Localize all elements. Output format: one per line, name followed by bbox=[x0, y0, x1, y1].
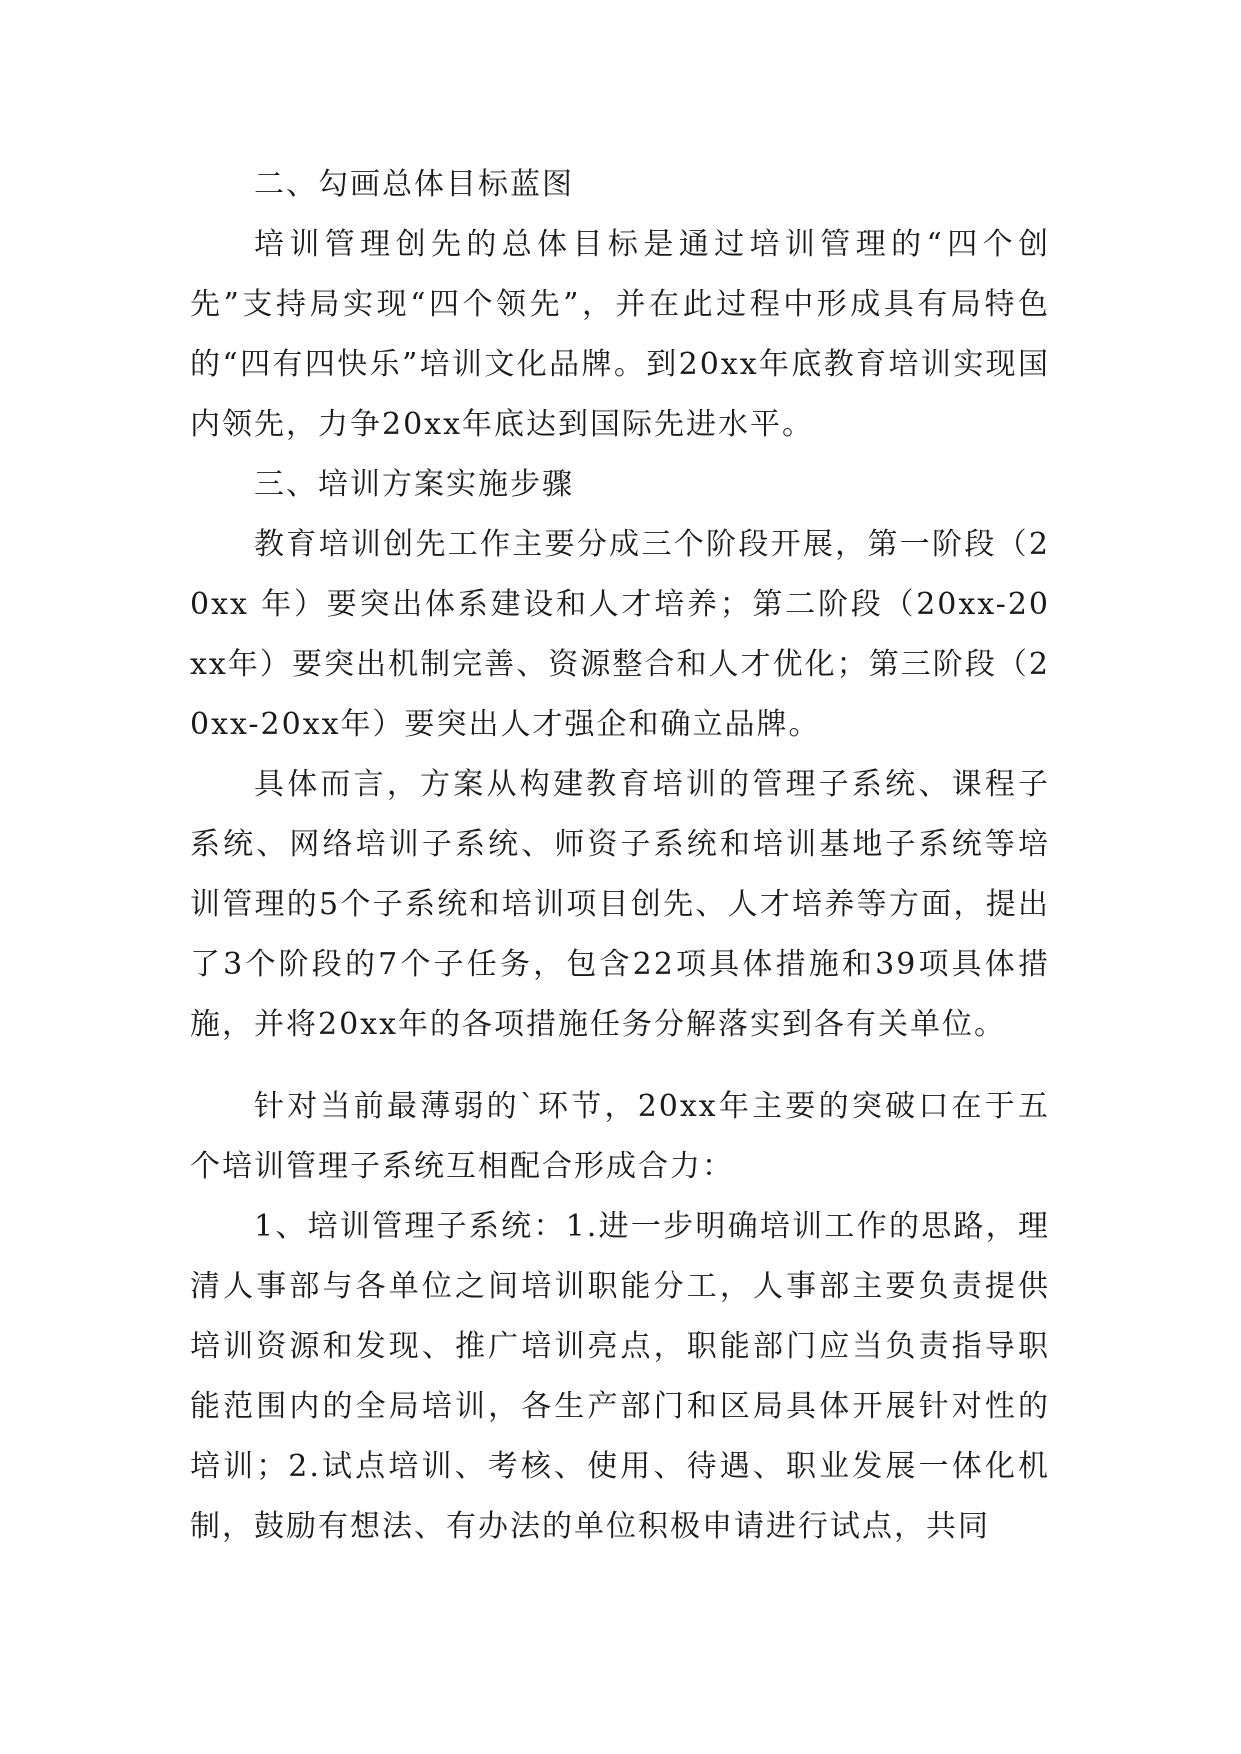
paragraph-three-stages: 教育培训创先工作主要分成三个阶段开展，第一阶段（20xx 年）要突出体系建设和人才培养；第二阶段（20xx-20xx年）要突出机制完善、资源整合和人才优化；第三阶段（20xx-20xx年）要突出人才强企和确立品牌。 bbox=[190, 527, 1050, 742]
document-body bbox=[190, 155, 1050, 1557]
paragraph-overall-goal: 培训管理创先的总体目标是通过培训管理的“四个创先”支持局实现“四个领先”，并在此过程中形成具有局特色的“四有四快乐”培训文化品牌。到20xx年底教育培训实现国内领先，力争20xx年底达到国际先进水平。 bbox=[190, 227, 1050, 442]
paragraph-plan-details: 具体而言，方案从构建教育培训的管理子系统、课程子系统、网络培训子系统、师资子系统和培训基地子系统等培训管理的5个子系统和培训项目创先、人才培养等方面，提出了3个阶段的7个子任务，包含22项具体措施和39项具体措施，并将20xx年的各项措施任务分解落实到各有关单位。 bbox=[190, 767, 1050, 1042]
section-heading-implementation-steps: 三、培训方案实施步骤 bbox=[254, 467, 574, 502]
paragraph-breakthrough: 针对当前最薄弱的`环节，20xx年主要的突破口在于五个培训管理子系统互相配合形成合力： bbox=[190, 1089, 1050, 1184]
section-heading-goal-blueprint: 二、勾画总体目标蓝图 bbox=[254, 167, 574, 202]
paragraph-training-management-subsystem: 1、培训管理子系统：1.进一步明确培训工作的思路，理清人事部与各单位之间培训职能分工，人事部主要负责提供培训资源和发现、推广培训亮点，职能部门应当负责指导职能范围内的全局培训，各生产部门和区局具体开展针对性的培训；2.试点培训、考核、使用、待遇、职业发展一体化机制，鼓励有想法、有办法的单位积极申请进行试点，共同 bbox=[190, 1209, 1050, 1544]
